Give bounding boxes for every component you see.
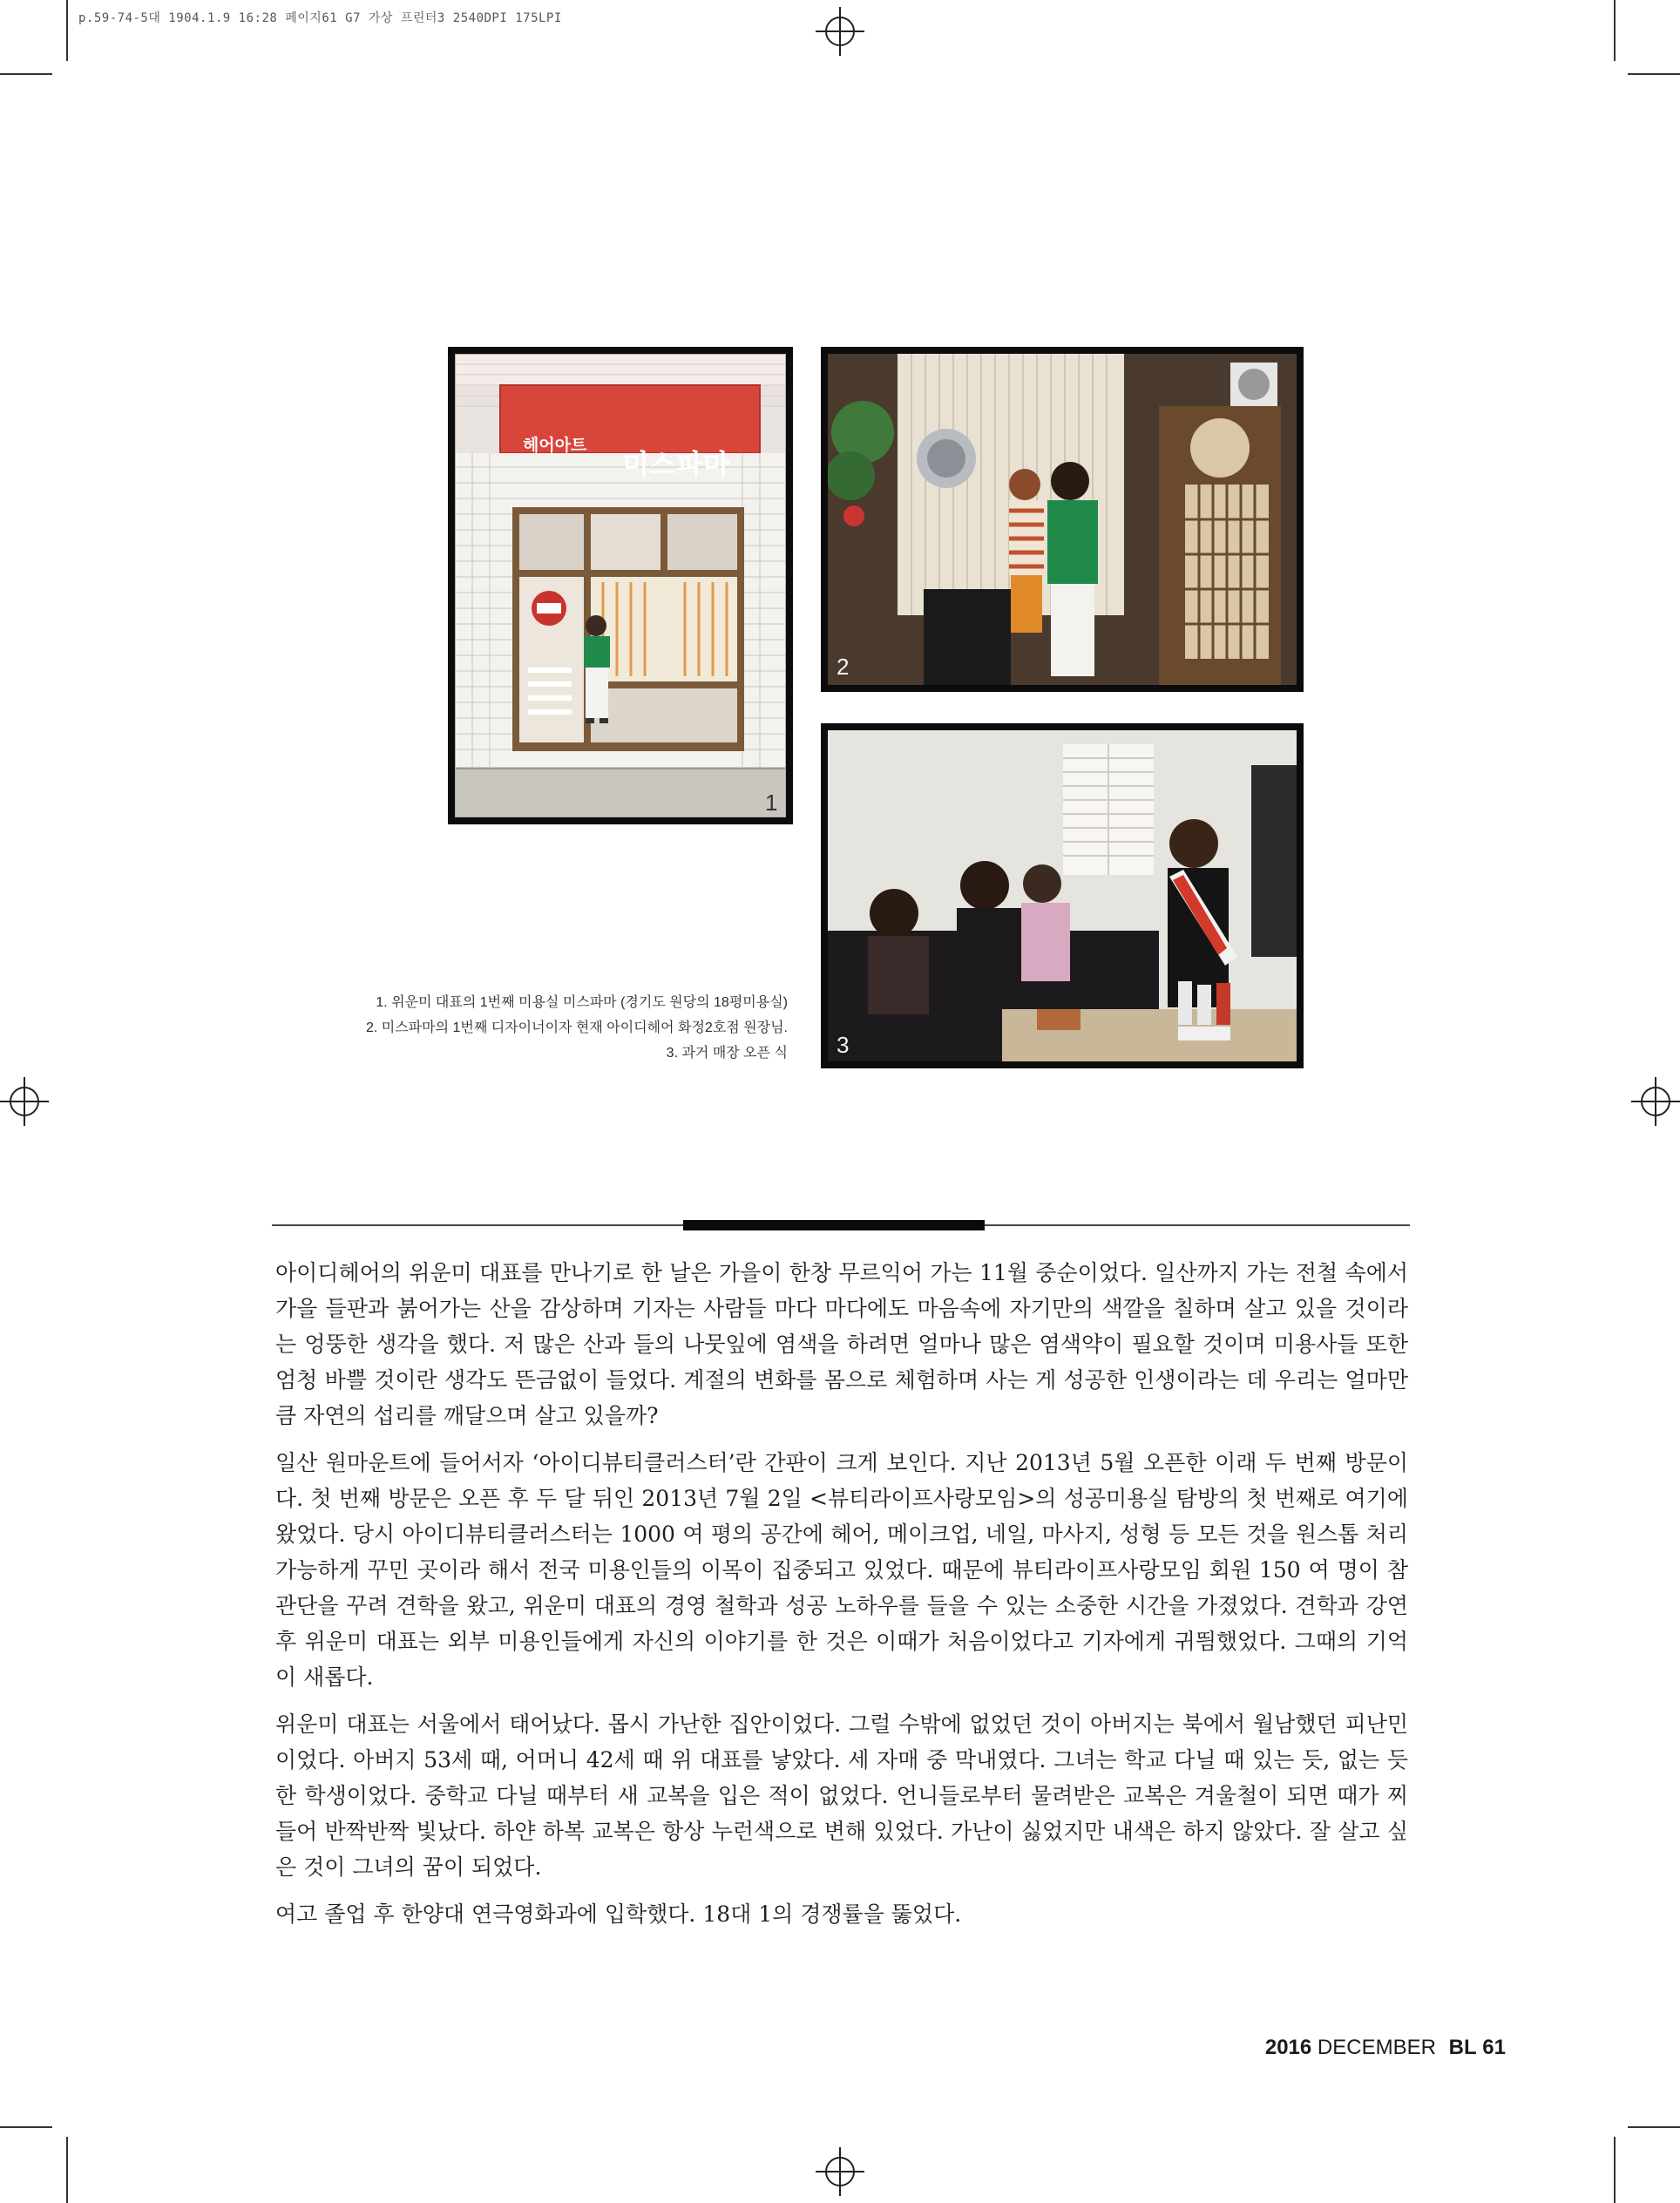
article-paragraph: 위운미 대표는 서울에서 태어났다. 몹시 가난한 집안이었다. 그럴 수밖에 없었던 것이 아버지는 북에서 월남했던 피난민이었다. 아버지 53세 때, 어머니 42세 때 위 대표를 낳았다. 세 자매 중 막내였다. 그녀는 학교 다닐 때 있는 듯, 없는 듯한 학생이었다. 중학교 다닐 때부터 새 교복을 입은 적이 없었다. 언니들로부터 물려받은 교복은 겨울철이 되면 때가 찌들어 반짝반짝 빛났다. 하얀 하복 교복은 항상 누런색으로 변해 있었다. 가난이 싫었지만 내색은 하지 않았다. 잘 살고 싶은 것이 그녀의 꿈이 되었다. [275,1712,1408,1880]
interior-illustration [828,354,1297,685]
folio-month: DECEMBER [1317,2036,1436,2059]
article-paragraph: 여고 졸업 후 한양대 연극영화과에 입학했다. 18대 1의 경쟁률을 뚫었다. [275,1901,962,1927]
photo-opening-ceremony [821,723,1304,1068]
sign-top-text: 헤어아트 [523,436,587,455]
crop-mark [0,73,52,75]
crop-mark [1628,73,1680,75]
folio-page-number: 61 [1482,2036,1506,2059]
caption-1: 1. 위운미 대표의 1번째 미용실 미스파마 (경기도 원당의 18평미용실) [376,995,788,1010]
registration-mark-top [816,7,864,56]
crop-mark [1614,0,1616,61]
sign-main-text: 미스파마 [622,448,730,481]
storefront-illustration [455,354,786,817]
folio-year: 2016 [1264,2036,1312,2059]
caption-2: 2. 미스파마의 1번째 디자이너이자 현재 아이디헤어 화정2호점 원장님. [365,1020,788,1035]
crop-mark [0,2126,52,2128]
caption-3: 3. 과거 매장 오픈 식 [666,1046,788,1061]
photo-storefront [448,347,793,824]
registration-mark-right [1631,1077,1680,1126]
photo-number-1: 1 [765,790,778,816]
photo-number-2: 2 [837,654,850,680]
registration-mark-bottom [816,2147,864,2196]
article-paragraph: 아이디헤어의 위운미 대표를 만나기로 한 날은 가을이 한창 무르익어 가는 11월 중순이었다. 일산까지 가는 전철 속에서 가을 들판과 붉어가는 산을 감상하며 기자는 사람들 마다 마다에도 마음속에 자기만의 색깔을 칠하며 살고 있을 것이라는 엉뚱한 생각을 했다. 저 많은 산과 들의 나뭇잎에 염색을 하려면 얼마나 많은 염색약이 필요할 것이며 미용사들 또한 엄청 바쁠 것이란 생각도 뜬금없이 들었다. 계절의 변화를 몸으로 체험하며 사는 게 성공한 인생이라는 데 우리는 얼마만큼 자연의 섭리를 깨달으며 살고 있을까? [275,1260,1408,1428]
page-folio [1265,2036,1506,2060]
registration-mark-left [0,1077,49,1126]
section-rule-accent [683,1220,985,1230]
crop-mark [1614,2137,1616,2203]
folio-publication: BL [1448,2036,1477,2059]
photo-number-3: 3 [837,1032,850,1058]
crop-mark [1628,2126,1680,2128]
crop-mark [66,0,68,61]
crop-mark [66,2137,68,2203]
print-slug: p.59-74-5대 1904.1.9 16:28 페이지61 G7 가상 프린터3 2540DPI 175LPI [78,11,562,25]
article-body [275,1255,1408,1943]
ceremony-illustration [828,730,1297,1061]
article-paragraph: 일산 원마운트에 들어서자 ‘아이디뷰티클러스터’란 간판이 크게 보인다. 지난 2013년 5월 오픈한 이래 두 번째 방문이다. 첫 번째 방문은 오픈 후 두 달 뒤인 2013년 7월 2일 <뷰티라이프사랑모임>의 성공미용실 탐방의 첫 번째로 여기에 왔었다. 당시 아이디뷰티클러스터는 1000 여 평의 공간에 헤어, 메이크업, 네일, 마사지, 성형 등 모든 것을 원스톱 처리 가능하게 꾸민 곳이라 해서 전국 미용인들의 이목이 집중되고 있었다. 때문에 뷰티라이프사랑모임 회원 150 여 명이 참관단을 꾸려 견학을 왔고, 위운미 대표의 경영 철학과 성공 노하우를 들을 수 있는 소중한 시간을 가졌었다. 견학과 강연 후 위운미 대표는 외부 미용인들에게 자신의 이야기를 한 것은 이때가 처음이었다고 기자에게 귀띔했었다. 그때의 기억이 새롭다. [275,1450,1408,1690]
photo-captions [366,990,788,1066]
photo-two-women [821,347,1304,692]
